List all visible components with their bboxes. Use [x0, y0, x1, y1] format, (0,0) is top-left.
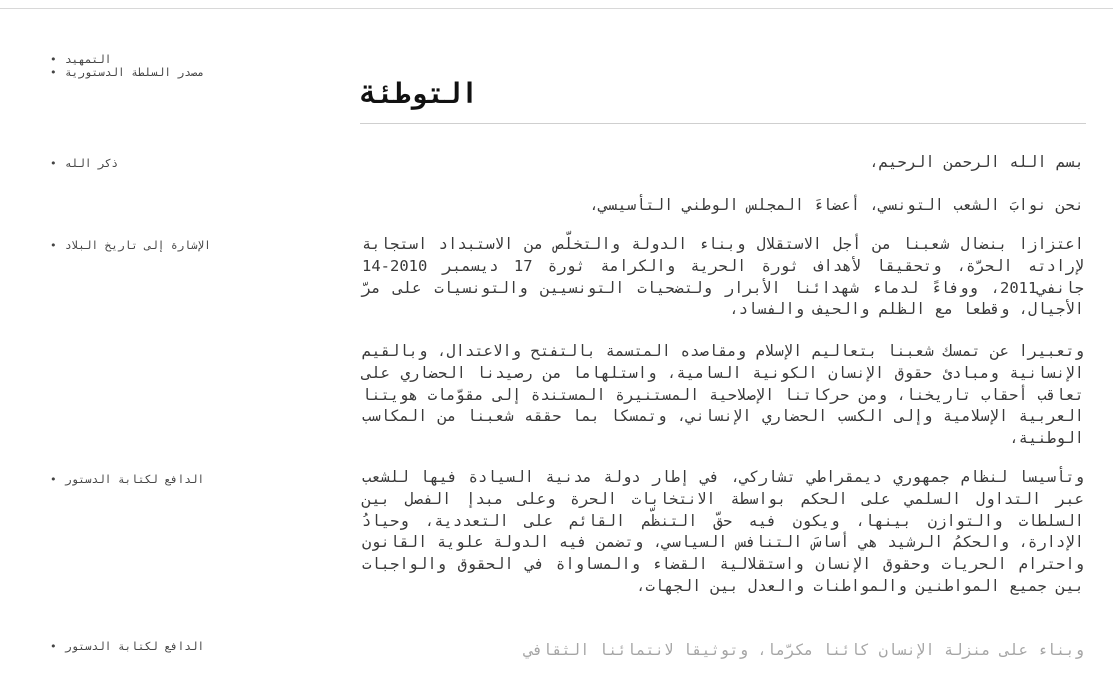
side-note-label: الإشارة إلى تاريخ البلاد	[65, 239, 211, 252]
side-note-list	[50, 640, 204, 653]
side-note-item	[50, 640, 204, 653]
side-note-item	[50, 473, 204, 486]
side-note-label: مصدر السلطة الدستورية	[65, 66, 205, 79]
side-note-history	[50, 239, 230, 252]
side-note-label: الدافع لكتابة الدستور	[65, 640, 205, 653]
side-note-label: التمهيد	[65, 53, 112, 66]
side-note-list	[50, 473, 204, 486]
side-note-label: الدافع لكتابة الدستور	[65, 473, 205, 486]
paragraph-basmala: بسم الله الرحمن الرحيم،	[869, 153, 1084, 171]
paragraph-struggle: اعتزازا بنضال شعبنا من أجل الاستقلال وبناء الدولة والتخلّص من الاستبداد استجابة لإرادته الحرّة، وتحقيقا لأهداف ثورة الحرية والكرامة ثورة 17 ديسمبر 2010-14 جانفي2011، ووفاءً لدماء شهدائنا الأبرار ولتضحيات التونسيين والتونسيات على مرّ الأجيال، وقطعا مع الظلم والحيف والفساد،	[362, 235, 1085, 319]
title-divider	[360, 123, 1086, 124]
side-note-item	[50, 53, 204, 66]
side-note-item	[50, 66, 204, 79]
side-note-intro	[50, 53, 230, 79]
side-note-list	[50, 157, 118, 170]
side-note-item	[50, 239, 211, 252]
paragraph-cut-off: وبناء على منزلة الإنسان كائنا مكرّما، وتوثيقا لانتمائنا الثقافي	[524, 641, 1084, 659]
paragraph-preamble-intro: نحن نوابَ الشعب التونسي، أعضاءَ المجلس الوطني التأسيسي،	[589, 196, 1084, 214]
side-note-item	[50, 157, 118, 170]
side-note-motive	[50, 473, 230, 486]
side-note-list	[50, 239, 211, 252]
paragraph-values: وتعبيرا عن تمسك شعبنا بتعاليم الإسلام ومقاصده المتسمة بالتفتح والاعتدال، وبالقيم الإنسانية ومبادئ حقوق الإنسان الكونية السامية، واستلهاما من رصيدنا الحضاري على تعاقب أحقاب تاريخنا، ومن حركاتنا الإصلاحية المستنيرة المستندة إلى مقوّمات هويتنا العربية الإسلامية وإلى الكسب الحضاري الإنساني، وتمسكا بما حققه شعبنا من المكاسب الوطنية،	[362, 342, 1084, 448]
page-title: التوطئة	[360, 76, 479, 110]
top-divider	[0, 8, 1113, 9]
side-note-list	[50, 53, 204, 79]
paragraph-republic: وتأسيسا لنظام جمهوري ديمقراطي تشاركي، في إطار دولة مدنية السيادة فيها للشعب عبر التداول السلمي على الحكم بواسطة الانتخابات الحرة وعلى مبدإ الفصل بين السلطات والتوازن بينها، ويكون فيه حقّ التنظّم القائم على التعددية، وحيادُ الإدارة، والحكمُ الرشيد هي أساسَ التنافس السياسي، وتضمن فيه الدولة علوية القانون واحترام الحريات وحقوق الإنسان واستقلالية القضاء والمساواة في الحقوق والواجبات بين جميع المواطنين والمواطنات والعدل بين الجهات،	[362, 468, 1084, 595]
side-note-basmala	[50, 157, 230, 170]
side-note-cut	[50, 640, 230, 653]
side-note-label: ذكر الله	[65, 157, 118, 170]
